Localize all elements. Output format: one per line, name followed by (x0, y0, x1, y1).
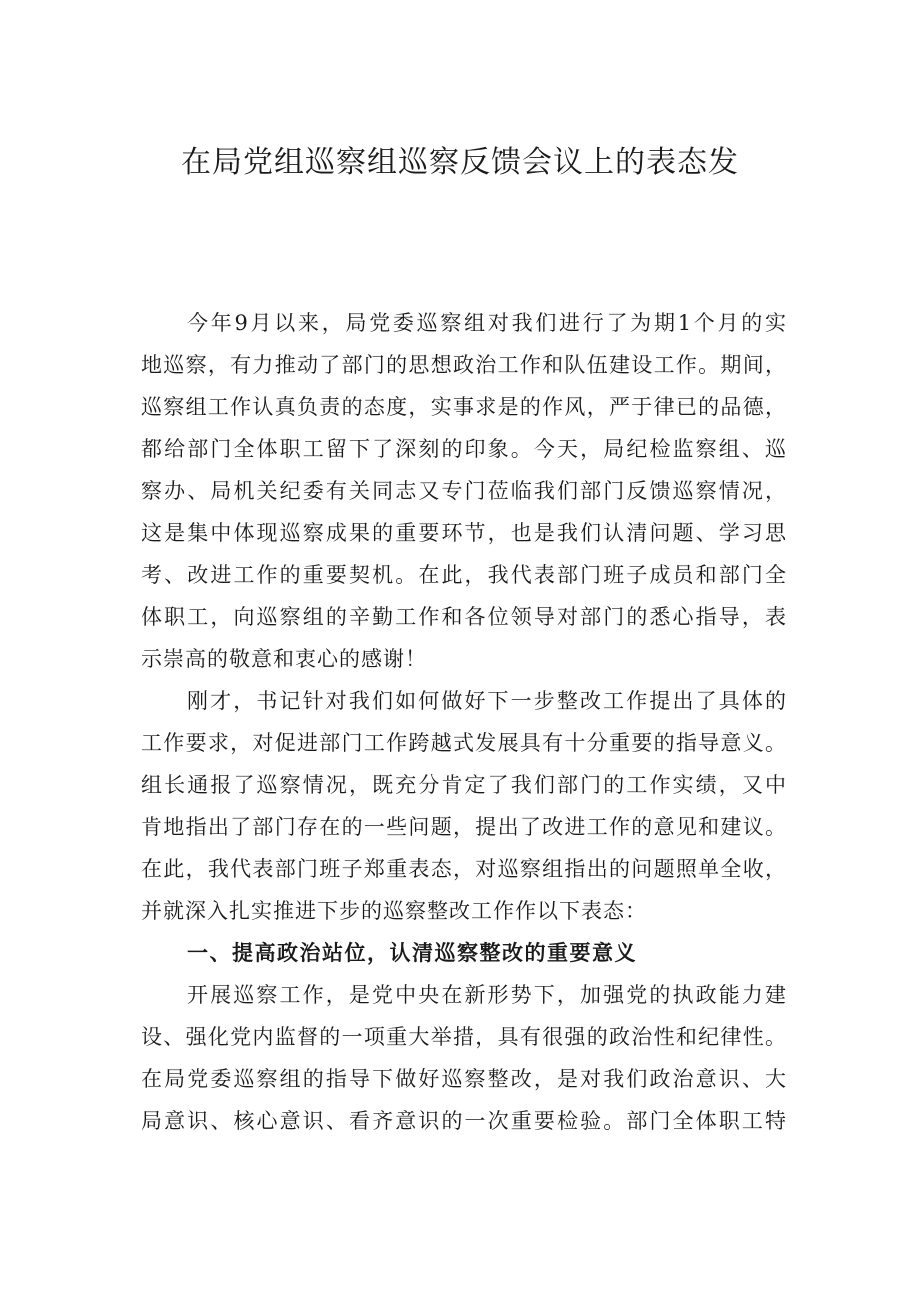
paragraph-line: 今年9月以来，局党委巡察组对我们进行了为期1个月的实 (187, 311, 787, 335)
paragraph-line: 并就深入扎实推进下步的巡察整改工作作以下表态： (141, 899, 647, 923)
paragraph-line: 巡察组工作认真负责的态度，实事求是的作风，严于律已的品德， (141, 395, 787, 419)
paragraph-line: 体职工，向巡察组的辛勤工作和各位领导对部门的悉心指导，表 (141, 605, 787, 629)
paragraph-line: 设、强化党内监督的一项重大举措，具有很强的政治性和纪律性。 (141, 1025, 787, 1049)
paragraph-line: 肯地指出了部门存在的一些问题，提出了改进工作的意见和建议。 (141, 815, 787, 839)
paragraph-intro (141, 302, 787, 680)
paragraph-line: 工作要求，对促进部门工作跨越式发展具有十分重要的指导意义。 (141, 731, 787, 755)
paragraph-line: 组长通报了巡察情况，既充分肯定了我们部门的工作实绩，又中 (141, 773, 787, 797)
document-body (141, 302, 787, 1142)
document-title: 在局党组巡察组巡察反馈会议上的表态发 (181, 145, 739, 180)
paragraph-line: 开展巡察工作，是党中央在新形势下，加强党的执政能力建 (187, 983, 787, 1007)
paragraph-line: 局意识、核心意识、看齐意识的一次重要检验。部门全体职工特 (141, 1109, 787, 1133)
section-heading: 一、提高政治站位，认清巡察整改的重要意义 (187, 941, 637, 965)
paragraph-line: 这是集中体现巡察成果的重要环节，也是我们认清问题、学习思 (141, 521, 787, 545)
paragraph-line: 在此，我代表部门班子郑重表态，对巡察组指出的问题照单全收， (141, 857, 787, 881)
paragraph-line: 示崇高的敬意和衷心的感谢！ (141, 647, 427, 671)
paragraph-line: 刚才，书记针对我们如何做好下一步整改工作提出了具体的 (187, 689, 787, 713)
paragraph-line: 在局党委巡察组的指导下做好巡察整改，是对我们政治意识、大 (141, 1067, 787, 1091)
paragraph-response (141, 680, 787, 932)
paragraph-line: 地巡察，有力推动了部门的思想政治工作和队伍建设工作。期间， (141, 353, 787, 377)
paragraph-line: 察办、局机关纪委有关同志又专门莅临我们部门反馈巡察情况， (141, 479, 787, 503)
paragraph-line: 考、改进工作的重要契机。在此，我代表部门班子成员和部门全 (141, 563, 787, 587)
paragraph-line: 都给部门全体职工留下了深刻的印象。今天，局纪检监察组、巡 (141, 437, 787, 461)
paragraph-section-one (141, 974, 787, 1142)
